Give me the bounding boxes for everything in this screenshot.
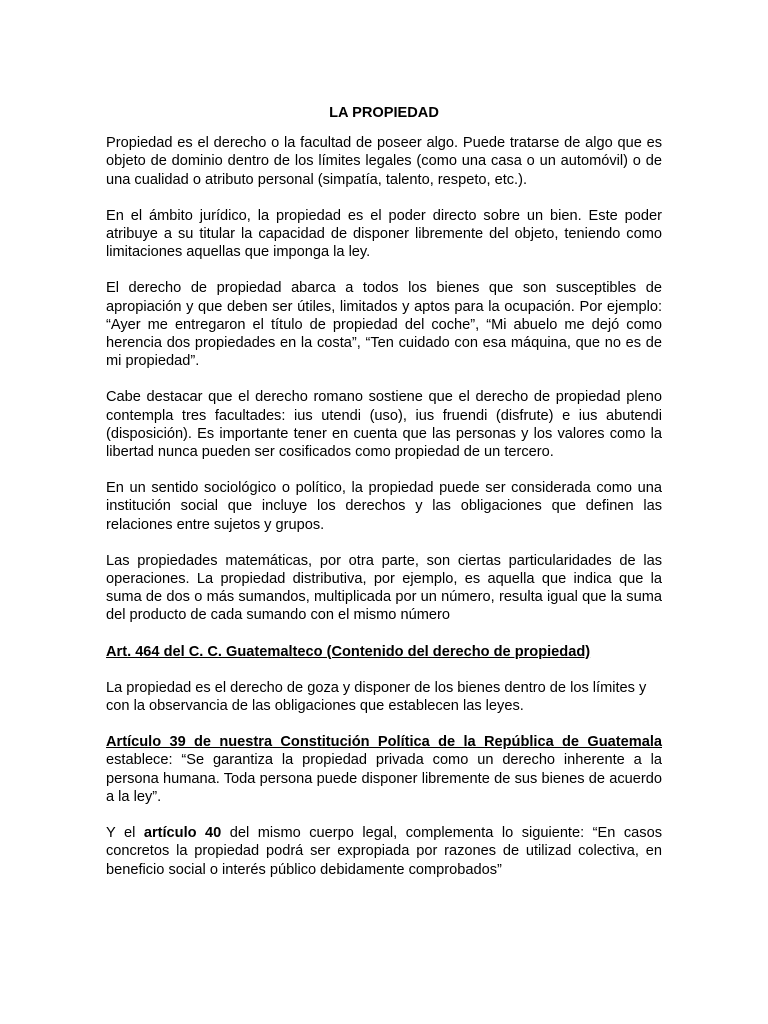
art-40-reference: artículo 40 [143,825,222,842]
art-464-heading: Art. 464 del C. C. Guatemalteco (Contenido del derecho de propiedad) [106,643,591,660]
document-title: LA PROPIEDAD [329,105,439,121]
paragraph-legal-scope: En el ámbito jurídico, la propiedad es el poder directo sobre un bien. Este poder atribuye a su titular la capacidad de disponer libremente del objeto, teniendo como limitaciones aquellas que imponga la ley. [106,207,662,261]
art-464-text: La propiedad es el derecho de goza y disponer de los bienes dentro de los límites y con la observancia de las obligaciones que establecen las leyes. [106,679,647,715]
paragraph-mathematical: Las propiedades matemáticas, por otra parte, son ciertas particularidades de las operaciones. La propiedad distributiva, por ejemplo, es aquella que indica que la suma de dos o más sumandos, multiplicada por un número, resulta igual que la suma del producto de cada sumando con el mismo número [106,552,662,624]
paragraph-roman-law: Cabe destacar que el derecho romano sostiene que el derecho de propiedad pleno contempla tres facultades: ius utendi (uso), ius fruendi (disfrute) e ius abutendi (disposición). Es importante tener en cuenta que las personas y los valores como la libertad nunca pueden ser cosificados como propiedad de un tercero. [106,389,662,461]
art-39-text: establece: “Se garantiza la propiedad privada como un derecho inherente a la persona humana. Toda persona puede disponer libremente de sus bienes de acuerdo a la ley”. [106,752,662,805]
paragraph-definition: Propiedad es el derecho o la facultad de poseer algo. Puede tratarse de algo que es objeto de dominio dentro de los límites legales (como una casa o un automóvil) o de una cualidad o atributo personal (simpatía, talento, respeto, etc.). [106,135,662,188]
document-page [106,104,662,897]
art-39-paragraph [106,733,662,806]
art-39-heading: Artículo 39 de nuestra Constitución Política de la República de Guatemala [106,734,662,751]
paragraph-sociological: En un sentido sociológico o político, la propiedad puede ser considerada como una institución social que incluye los derechos y las obligaciones que definen las relaciones entre sujetos y grupos. [106,480,662,533]
art-40-paragraph [106,824,662,879]
paragraph-examples: El derecho de propiedad abarca a todos los bienes que son susceptibles de apropiación y que deben ser útiles, limitados y aptos para la ocupación. Por ejemplo: “Ayer me entregaron el título de propiedad del coche”, “Mi abuelo me dejó como herencia dos propiedades en la costa”, “Ten cuidado con esa máquina, que no es de mi propiedad”. [106,280,662,370]
art-40-prefix: Y el [106,825,144,842]
art-40-text: del mismo cuerpo legal, complementa lo siguiente: “En casos concretos la propiedad podrá ser expropiada por razones de utilizad colectiva, en beneficio social o interés público debidamente comprobados” [106,825,662,878]
